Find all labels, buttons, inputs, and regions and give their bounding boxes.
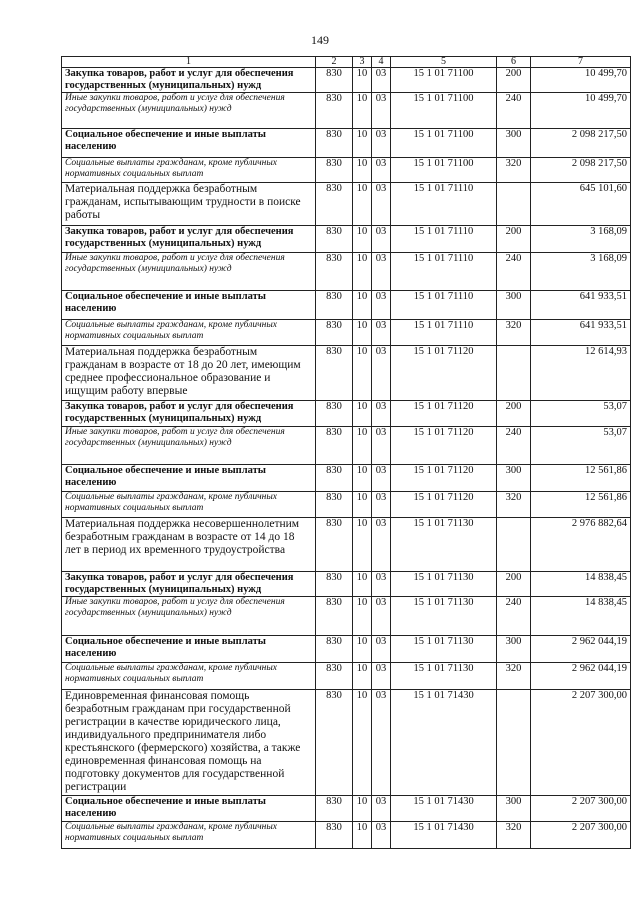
table-row — [62, 465, 631, 492]
target-article-code: 15 1 01 71430 — [391, 822, 497, 849]
subsection-code: 03 — [372, 822, 391, 849]
section-code: 10 — [353, 226, 372, 253]
row-name: Закупка товаров, работ и услуг для обеспечения государственных (муниципальных) нужд — [62, 68, 316, 93]
target-article-code: 15 1 01 71130 — [391, 636, 497, 663]
budget-code: 830 — [316, 572, 353, 597]
section-code: 10 — [353, 690, 372, 796]
amount: 14 838,45 — [531, 572, 631, 597]
expense-type-code: 300 — [497, 636, 531, 663]
section-code: 10 — [353, 518, 372, 572]
section-code: 10 — [353, 401, 372, 427]
row-name: Социальные выплаты гражданам, кроме публичных нормативных социальных выплат — [62, 492, 316, 518]
column-header: 4 — [372, 57, 391, 68]
budget-code: 830 — [316, 518, 353, 572]
section-code: 10 — [353, 93, 372, 129]
table-row — [62, 597, 631, 636]
target-article-code: 15 1 01 71430 — [391, 690, 497, 796]
subsection-code: 03 — [372, 796, 391, 822]
table-row — [62, 401, 631, 427]
expense-type-code: 240 — [497, 427, 531, 465]
table-row — [62, 822, 631, 849]
target-article-code: 15 1 01 71110 — [391, 320, 497, 346]
budget-code: 830 — [316, 465, 353, 492]
amount: 2 207 300,00 — [531, 690, 631, 796]
column-header: 2 — [316, 57, 353, 68]
section-code: 10 — [353, 346, 372, 401]
expense-type-code: 200 — [497, 68, 531, 93]
budget-code: 830 — [316, 158, 353, 183]
amount: 12 561,86 — [531, 465, 631, 492]
budget-code: 830 — [316, 291, 353, 320]
budget-code: 830 — [316, 129, 353, 158]
expense-type-code: 320 — [497, 492, 531, 518]
subsection-code: 03 — [372, 226, 391, 253]
subsection-code: 03 — [372, 320, 391, 346]
target-article-code: 15 1 01 71110 — [391, 183, 497, 226]
target-article-code: 15 1 01 71110 — [391, 253, 497, 291]
expense-type-code — [497, 183, 531, 226]
row-name: Закупка товаров, работ и услуг для обеспечения государственных (муниципальных) нужд — [62, 401, 316, 427]
subsection-code: 03 — [372, 427, 391, 465]
amount: 2 207 300,00 — [531, 796, 631, 822]
target-article-code: 15 1 01 71130 — [391, 597, 497, 636]
amount: 2 962 044,19 — [531, 636, 631, 663]
budget-code: 830 — [316, 822, 353, 849]
table-row — [62, 690, 631, 796]
subsection-code: 03 — [372, 253, 391, 291]
budget-code: 830 — [316, 93, 353, 129]
section-code: 10 — [353, 597, 372, 636]
expense-type-code: 320 — [497, 320, 531, 346]
amount: 10 499,70 — [531, 68, 631, 93]
row-name: Единовременная финансовая помощь безработным гражданам при государственной регистрации в качестве юридического лица, индивидуального предпринимателя либо крестьянского (фермерского) хозяйства, а также единовременная финансовая помощь на подготовку документов для государственной регистрации — [62, 690, 316, 796]
budget-code: 830 — [316, 663, 353, 690]
subsection-code: 03 — [372, 690, 391, 796]
column-header: 1 — [62, 57, 316, 68]
subsection-code: 03 — [372, 572, 391, 597]
table-row — [62, 68, 631, 93]
section-code: 10 — [353, 158, 372, 183]
subsection-code: 03 — [372, 492, 391, 518]
table-row — [62, 663, 631, 690]
amount: 12 614,93 — [531, 346, 631, 401]
row-name: Социальное обеспечение и иные выплаты населению — [62, 796, 316, 822]
expense-type-code: 320 — [497, 158, 531, 183]
section-code: 10 — [353, 183, 372, 226]
expense-type-code: 240 — [497, 253, 531, 291]
amount: 2 098 217,50 — [531, 129, 631, 158]
target-article-code: 15 1 01 71130 — [391, 663, 497, 690]
table-row — [62, 291, 631, 320]
expense-type-code — [497, 690, 531, 796]
expense-type-code: 200 — [497, 401, 531, 427]
table-row — [62, 346, 631, 401]
amount: 10 499,70 — [531, 93, 631, 129]
budget-code: 830 — [316, 226, 353, 253]
section-code: 10 — [353, 465, 372, 492]
subsection-code: 03 — [372, 663, 391, 690]
budget-code: 830 — [316, 68, 353, 93]
subsection-code: 03 — [372, 93, 391, 129]
subsection-code: 03 — [372, 158, 391, 183]
subsection-code: 03 — [372, 465, 391, 492]
subsection-code: 03 — [372, 291, 391, 320]
subsection-code: 03 — [372, 129, 391, 158]
target-article-code: 15 1 01 71110 — [391, 291, 497, 320]
subsection-code: 03 — [372, 346, 391, 401]
subsection-code: 03 — [372, 636, 391, 663]
budget-code: 830 — [316, 796, 353, 822]
amount: 2 976 882,64 — [531, 518, 631, 572]
row-name: Материальная поддержка несовершеннолетним безработным гражданам в возрасте от 14 до 18 лет в период их временного трудоустройства — [62, 518, 316, 572]
subsection-code: 03 — [372, 518, 391, 572]
budget-code: 830 — [316, 597, 353, 636]
section-code: 10 — [353, 129, 372, 158]
expense-type-code — [497, 518, 531, 572]
column-header: 3 — [353, 57, 372, 68]
amount: 3 168,09 — [531, 226, 631, 253]
page-number: 149 — [311, 33, 329, 47]
amount: 53,07 — [531, 401, 631, 427]
target-article-code: 15 1 01 71100 — [391, 93, 497, 129]
target-article-code: 15 1 01 71120 — [391, 465, 497, 492]
section-code: 10 — [353, 253, 372, 291]
section-code: 10 — [353, 663, 372, 690]
table-row — [62, 796, 631, 822]
budget-code: 830 — [316, 320, 353, 346]
target-article-code: 15 1 01 71100 — [391, 68, 497, 93]
table-row — [62, 518, 631, 572]
target-article-code: 15 1 01 71110 — [391, 226, 497, 253]
expense-type-code: 240 — [497, 597, 531, 636]
subsection-code: 03 — [372, 183, 391, 226]
expense-type-code: 240 — [497, 93, 531, 129]
row-name: Иные закупки товаров, работ и услуг для обеспечения государственных (муниципальных) нужд — [62, 253, 316, 291]
row-name: Закупка товаров, работ и услуг для обеспечения государственных (муниципальных) нужд — [62, 226, 316, 253]
header-row — [62, 57, 631, 68]
target-article-code: 15 1 01 71130 — [391, 518, 497, 572]
section-code: 10 — [353, 796, 372, 822]
section-code: 10 — [353, 636, 372, 663]
table-row — [62, 427, 631, 465]
row-name: Социальные выплаты гражданам, кроме публичных нормативных социальных выплат — [62, 158, 316, 183]
table-row — [62, 226, 631, 253]
row-name: Иные закупки товаров, работ и услуг для обеспечения государственных (муниципальных) нужд — [62, 93, 316, 129]
expense-type-code: 300 — [497, 291, 531, 320]
budget-code: 830 — [316, 253, 353, 291]
section-code: 10 — [353, 427, 372, 465]
target-article-code: 15 1 01 71120 — [391, 346, 497, 401]
row-name: Социальное обеспечение и иные выплаты населению — [62, 129, 316, 158]
budget-code: 830 — [316, 690, 353, 796]
target-article-code: 15 1 01 71130 — [391, 572, 497, 597]
expense-type-code: 200 — [497, 226, 531, 253]
table-row — [62, 572, 631, 597]
row-name: Материальная поддержка безработным гражданам, испытывающим трудности в поиске работы — [62, 183, 316, 226]
expense-type-code: 300 — [497, 465, 531, 492]
expense-type-code: 320 — [497, 822, 531, 849]
row-name: Социальное обеспечение и иные выплаты населению — [62, 291, 316, 320]
row-name: Закупка товаров, работ и услуг для обеспечения государственных (муниципальных) нужд — [62, 572, 316, 597]
table-row — [62, 253, 631, 291]
row-name: Иные закупки товаров, работ и услуг для обеспечения государственных (муниципальных) нужд — [62, 597, 316, 636]
target-article-code: 15 1 01 71120 — [391, 492, 497, 518]
amount: 641 933,51 — [531, 291, 631, 320]
column-header: 6 — [497, 57, 531, 68]
table-row — [62, 492, 631, 518]
section-code: 10 — [353, 291, 372, 320]
table-row — [62, 183, 631, 226]
table-row — [62, 636, 631, 663]
row-name: Иные закупки товаров, работ и услуг для обеспечения государственных (муниципальных) нужд — [62, 427, 316, 465]
budget-code: 830 — [316, 636, 353, 663]
budget-code: 830 — [316, 183, 353, 226]
amount: 14 838,45 — [531, 597, 631, 636]
target-article-code: 15 1 01 71430 — [391, 796, 497, 822]
amount: 2 207 300,00 — [531, 822, 631, 849]
column-header: 7 — [531, 57, 631, 68]
budget-table — [61, 56, 631, 849]
expense-type-code: 320 — [497, 663, 531, 690]
amount: 641 933,51 — [531, 320, 631, 346]
amount: 3 168,09 — [531, 253, 631, 291]
expense-type-code — [497, 346, 531, 401]
section-code: 10 — [353, 572, 372, 597]
amount: 645 101,60 — [531, 183, 631, 226]
expense-type-code: 300 — [497, 129, 531, 158]
row-name: Социальные выплаты гражданам, кроме публичных нормативных социальных выплат — [62, 663, 316, 690]
section-code: 10 — [353, 68, 372, 93]
column-header: 5 — [391, 57, 497, 68]
table-row — [62, 320, 631, 346]
amount: 53,07 — [531, 427, 631, 465]
section-code: 10 — [353, 492, 372, 518]
amount: 2 962 044,19 — [531, 663, 631, 690]
row-name: Социальные выплаты гражданам, кроме публичных нормативных социальных выплат — [62, 822, 316, 849]
budget-code: 830 — [316, 346, 353, 401]
row-name: Материальная поддержка безработным гражданам в возрасте от 18 до 20 лет, имеющим среднее профессиональное образование и ищущим работу впервые — [62, 346, 316, 401]
target-article-code: 15 1 01 71100 — [391, 158, 497, 183]
budget-code: 830 — [316, 401, 353, 427]
amount: 2 098 217,50 — [531, 158, 631, 183]
expense-type-code: 200 — [497, 572, 531, 597]
section-code: 10 — [353, 320, 372, 346]
row-name: Социальное обеспечение и иные выплаты населению — [62, 636, 316, 663]
table-row — [62, 93, 631, 129]
subsection-code: 03 — [372, 597, 391, 636]
target-article-code: 15 1 01 71100 — [391, 129, 497, 158]
budget-code: 830 — [316, 492, 353, 518]
row-name: Социальные выплаты гражданам, кроме публичных нормативных социальных выплат — [62, 320, 316, 346]
budget-code: 830 — [316, 427, 353, 465]
subsection-code: 03 — [372, 68, 391, 93]
section-code: 10 — [353, 822, 372, 849]
expense-type-code: 300 — [497, 796, 531, 822]
amount: 12 561,86 — [531, 492, 631, 518]
target-article-code: 15 1 01 71120 — [391, 427, 497, 465]
target-article-code: 15 1 01 71120 — [391, 401, 497, 427]
table-row — [62, 158, 631, 183]
subsection-code: 03 — [372, 401, 391, 427]
row-name: Социальное обеспечение и иные выплаты населению — [62, 465, 316, 492]
table-row — [62, 129, 631, 158]
